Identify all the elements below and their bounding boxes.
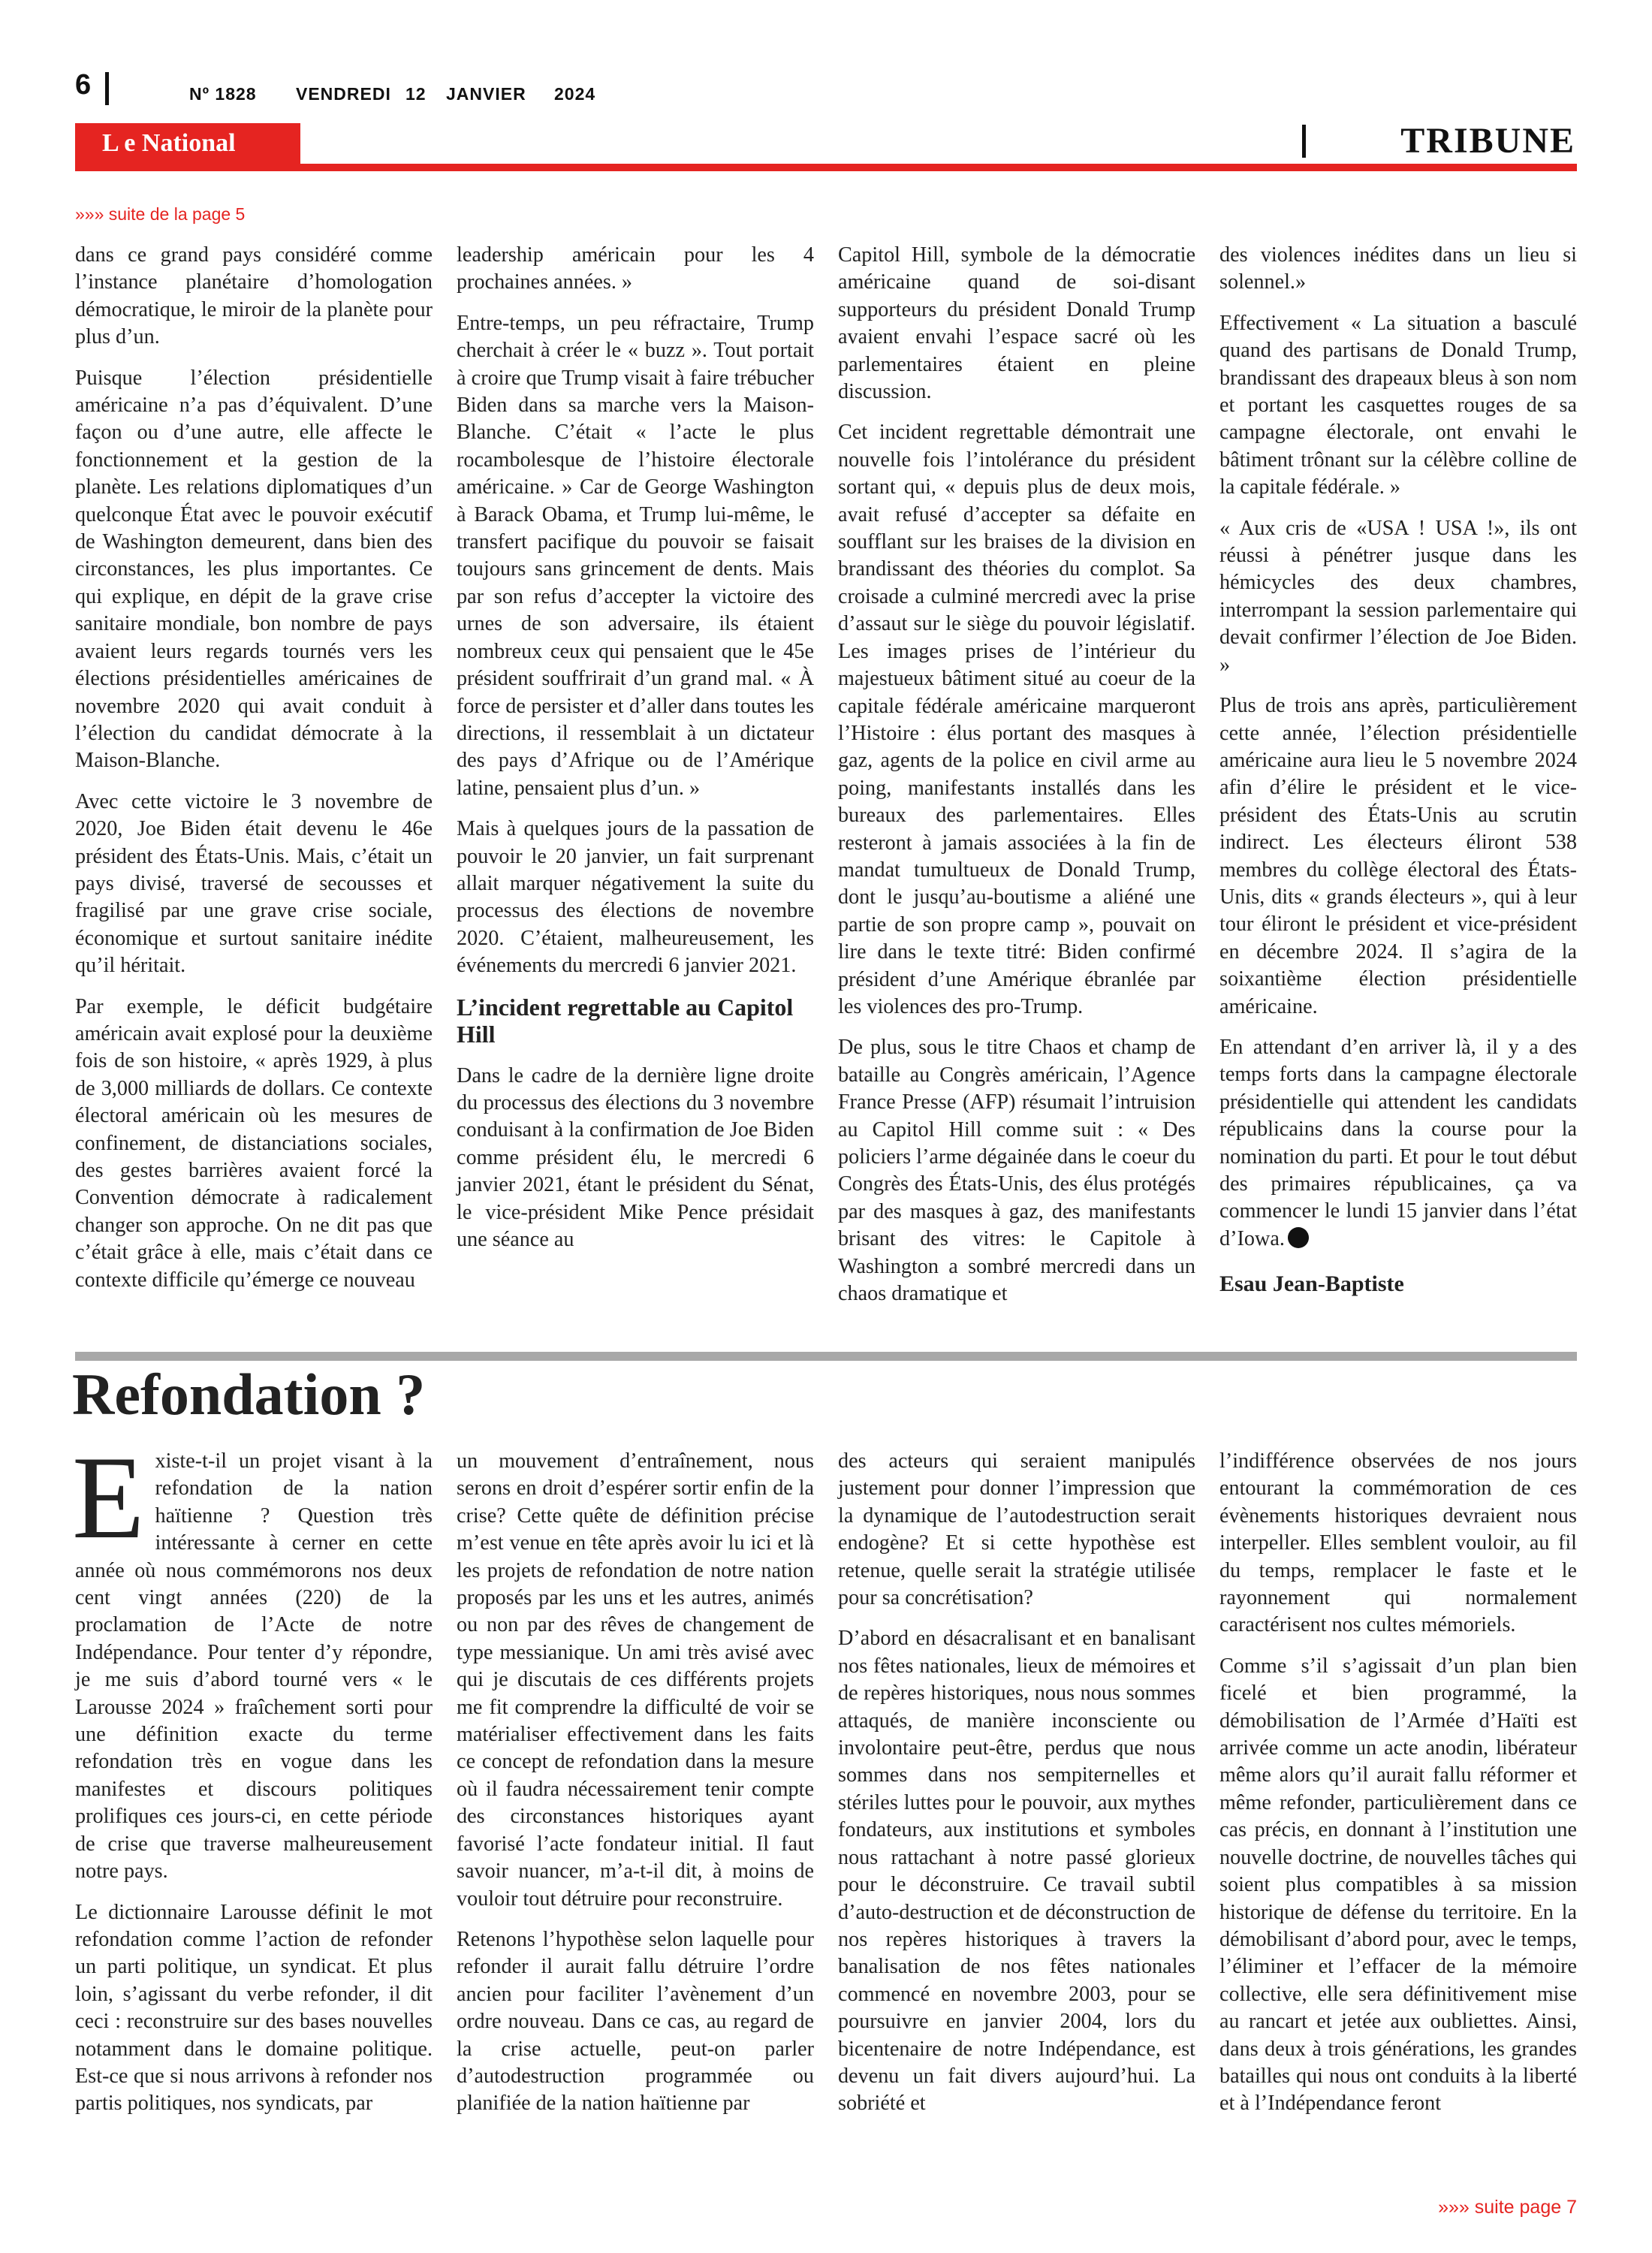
article1-paragraph: Effectivement « La situation a basculé quand des partisans de Donald Trump, brandissant des drapeaux bleus à son nom et portant les casquettes rouges de sa campagne électorale, ont envahi le bâtiment trônant sur la célèbre colline de la capitale fédérale. » [1219, 311, 1577, 499]
drop-cap: E [72, 1432, 145, 1564]
article2-headline: Refondation ? [72, 1362, 426, 1427]
article2-paragraph: D’abord en désacralisant et en banalisant nos fêtes nationales, lieux de mémoires et de repères historiques, nous nous sommes attaqués, de manière inconsciente ou involontaire peut-être, perdus que nous sommes dans nos sempiternelles et stériles luttes pour le pouvoir, aux mythes fondateurs, aux institutions et symboles nous rattachant à notre passé glorieux pour le déconstruire. Ce travail subtil d’auto-destruction et de déconstruction de nos repères historiques à travers la banalisation de nos fêtes nationales commencé en novembre 2003, pour se poursuivre en janvier 2004, lors du bicentenaire de notre Indépendance, est devenu un fait divers aujourd’hui. La sobriété et [838, 1627, 1195, 2116]
article1-paragraph: leadership américain pour les 4 prochaines années. » [457, 243, 814, 294]
article1-paragraph: De plus, sous le titre Chaos et champ de bataille au Congrès américain, l’Agence France Presse (AFP) résumait l’intruision au Capitol Hill comme suit : « Des policiers l’arme dégainée dans le coeur du Congrès des États-Unis, des élus protégés par des masques à gaz, des manifestants brisant des vitres: le Capitole à Washington a sombré mercredi dans un chaos dramatique et [838, 1036, 1195, 1306]
article1-paragraph: Plus de trois ans après, particulièrement cette année, l’élection présidentielle américaine aura lieu le 5 novembre 2024 afin d’élire le président et le vice-président des États-Unis au scrutin indirect. Les électeurs éliront 538 membres du collège électoral des États-Unis, dits « grands électeurs », qui à leur tour éliront le président et vice-président en décembre 2024. Il s’agira de la soixantième élection présidentielle américaine. [1219, 694, 1577, 1018]
issue-month: JANVIER [446, 84, 526, 104]
issue-year: 2024 [554, 84, 596, 104]
article2-paragraph: Comme s’il s’agissait d’un plan bien ficelé et bien programmé, la démobilisation de l’Armée d’Haïti est arrivée comme un acte anodin, libérateur même alors qu’il aurait fallu réformer et même refonder, particulièrement dans ce cas précis, en donnant à l’institution une nouvelle doctrine, de nouvelles tâches qui soient plus compatibles à sa mission historique de défense du territoire. En la démobilisant d’abord pour, avec le temps, l’éliminer et l’effacer de la mémoire collective, elle sera définitivement mise au rancart et jetée aux oubliettes. Ainsi, dans deux à trois générations, les grandes batailles qui nous ont conduits à la liberté et à l’Indépendance feront [1219, 1654, 1577, 2116]
article1-paragraph: Capitol Hill, symbole de la démocratie américaine quand de soi-disant supporteurs du président Donald Trump avaient envahi l’espace sacré où les parlementaires étaient en pleine discussion. [838, 243, 1195, 404]
article2-column-4 [1219, 1448, 1577, 2131]
article2-paragraph: Le dictionnaire Larousse définit le mot refondation comme l’action de refonder un parti politique, un syndicat. Et plus loin, s’agissant du verbe refonder, il dit ceci : reconstruire sur des bases nouvelles notamment dans le domaine politique. Est-ce que si nous arrivons à refonder nos partis politiques, nos syndicats, par [75, 1900, 433, 2116]
author-signature: Esau Jean-Baptiste [1219, 1271, 1404, 1297]
article1-paragraph: Puisque l’élection présidentielle américaine n’a pas d’équivalent. D’une façon ou d’une autre, elle affecte le fonctionnement et la gestion de la planète. Les relations diplomatiques d’un quelconque État avec le pouvoir exécutif de Washington demeurent, dans bien des circonstances, les plus importantes. Ce qui explique, en dépit de la grave crise sanitaire mondiale, bon nombre de pays avaient leurs regards tournés vers les élections présidentielles américaines de novembre 2020 qui avait conduit à l’élection du candidat démocrate à la Maison-Blanche. [75, 366, 433, 773]
article1-paragraph: des violences inédites dans un lieu si solennel.» [1219, 243, 1577, 294]
article2-paragraph: un mouvement d’entraînement, nous serons en droit d’espérer sortir enfin de la crise? Cette quête de définition précise m’est venue en tête après avoir lu ici et là les projets de refondation de notre nation proposés par les uns et les autres, animés ou non par des rêves de changement de type messianique. Un ami très avisé avec qui je discutais de ces différents projets me fit comprendre la difficulté de voir se matérialiser effectivement dans les faits ce concept de refondation dans la mesure où il faudra nécessairement tenir compte des circonstances historiques ayant favorisé l’acte fondateur initial. Il faut savoir nuancer, m’a-t-il dit, à moins de vouloir tout détruire pour reconstruire. [457, 1449, 814, 1911]
continued-to-link[interactable]: »»» suite page 7 [1438, 2197, 1577, 2218]
article1-column-4 [1219, 242, 1577, 1298]
article1-paragraph: Dans le cadre de la dernière ligne droite du processus des élections du 3 novembre conduisant à la confirmation de Joe Biden comme président élu, le mercredi 6 janvier 2021, étant le président du Sénat, le vice-président Mike Pence présidait une séance au [457, 1063, 814, 1251]
article1-paragraph: Mais à quelques jours de la passation de pouvoir le 20 janvier, un fait surprenant allait marquer négativement la suite du processus des élections de novembre 2020. C’étaient, malheureusement, les événements du mercredi 6 janvier 2021. [457, 817, 814, 978]
section-divider [1302, 125, 1306, 158]
article2-column-1 [72, 1432, 433, 2131]
article1-paragraph: dans ce grand pays considéré comme l’instance planétaire d’homologation démocratique, le miroir de la planète pour plus d’un. [75, 243, 433, 349]
article2-column-2 [457, 1448, 814, 2131]
article2-paragraph: des acteurs qui seraient manipulés justement pour donner l’impression que la dynamique de l’autodestruction serait endogène? Et si cette hypothèse est retenue, quelle serait la stratégie utilisée pour sa concrétisation? [838, 1449, 1195, 1610]
article1-column-2 [457, 242, 814, 1267]
article2-paragraph: l’indifférence observées de nos jours entourant la commémoration de ces évènements historiques devraient nous interpeller. Elles semblent vouloir, au fil du temps, remplacer le faste et le rayonnement qui normalement caractérisent nos cultes mémoriels. [1219, 1449, 1577, 1637]
article2-column-3 [838, 1448, 1195, 2131]
issue-date-number: 12 [405, 84, 427, 104]
end-mark-icon [1288, 1227, 1309, 1248]
issue-number: Nº 1828 [189, 84, 257, 104]
article1-paragraph: « Aux cris de «USA ! USA !», ils ont réussi à pénétrer jusque dans les hémicycles des deux chambres, interrompant la session parlementaire qui devait confirmer l’élection de Joe Biden. » [1219, 516, 1577, 677]
article2-paragraph: Retenons l’hypothèse selon laquelle pour refonder il aurait fallu détruire l’ordre ancien pour faciliter l’avènement d’un ordre nouveau. Dans ce cas, au regard de la crise actuelle, peut-on parler d’autodestruction programmée ou planifiée de la nation haïtienne par [457, 1927, 814, 2116]
article1-paragraph: Entre-temps, un peu réfractaire, Trump cherchait à créer le « buzz ». Tout portait à croire que Trump visait à faire trébucher Biden dans sa marche vers la Maison-Blanche. C’était « l’acte le plus rocambolesque de l’histoire électorale américaine. » Car de George Washington à Barack Obama, et Trump lui-même, le transfert pacifique du pouvoir se faisait toujours sans grincement de dents. Mais par son refus d’accepter la victoire des urnes de son adversaire, ils étaient nombreux ceux qui pensaient que le 45e président souffrirait d’un grand mal. « À force de persister et d’aller dans toutes les directions, il ressemblait à un dictateur des pays d’Afrique ou de l’Amérique latine, pensaient plus d’un. » [457, 311, 814, 800]
article1-subheading: L’incident regrettable au Capitol Hill [457, 993, 794, 1048]
page-number: 6 [75, 69, 92, 101]
article1-paragraph: Avec cette victoire le 3 novembre de 2020, Joe Biden était devenu le 46e président des États-Unis. Mais, c’était un pays divisé, traversé de secousses et fragilisé par une grave crise sociale, économique et surtout sanitaire inédite qu’il héritait. [75, 789, 433, 978]
article1-final-paragraph [1219, 1034, 1577, 1253]
brand-logo: L e National [102, 129, 236, 157]
section-title: TRIBUNE [1400, 121, 1575, 161]
issue-day: VENDREDI [296, 84, 391, 104]
article1-paragraph: Cet incident regrettable démontrait une nouvelle fois l’intolérance du président sortant qui, « depuis plus de deux mois, avait refusé d’accepter sa défaite en soufflant sur les braises de la division en brandissant des théories du complot. Sa croisade a culminé mercredi avec la prise d’assaut sur le siège du pouvoir législatif. Les images prises de l’intérieur du majestueux bâtiment situé au coeur de la capitale fédérale américaine marqueront l’Histoire : élus portant des masques à gaz, agents de la police en civil arme au poing, manifestants installés dans les bureaux des parlementaires. Elles resteront à jamais associées à la fin de mandat tumultueux de Donald Trump, dont le jusqu’au-boutisme a aliéné une partie de son propre camp », pouvait on lire dans le texte titré: Biden confirmé président d’une Amérique ébranlée par les violences des pro-Trump. [838, 421, 1195, 1018]
article1-final-text: En attendant d’en arriver là, il y a des temps forts dans la campagne électorale présidentielle qui attendent les candidats républicains dans la course pour la nomination du parti. Et pour le tout début des primaires républicaines, ça va commencer le lundi 15 janvier dans l’état d’Iowa. [1219, 1035, 1577, 1250]
header-rule [75, 164, 1577, 171]
article1-paragraph: Par exemple, le déficit budgétaire américain avait explosé pour la deuxième fois de son histoire, « après 1929, à plus de 3,000 milliards de dollars. Ce contexte électoral américain où les mesures de confinement, de distanciations sociales, des gestes barrières avaient forcé la Convention démocrate à radicalement changer son approche. On ne dit pas que c’était grâce à elle, mais c’était dans ce contexte difficile qu’émerge ce nouveau [75, 994, 433, 1292]
article1-column-3 [838, 242, 1195, 1321]
article-divider [75, 1352, 1577, 1361]
article2-first-text: xiste-t-il un projet visant à la refondation de la nation haïtienne ? Question très intéressante à cerner en cette année où nous commémorons nos deux cent vingt années (220) de la proclamation de l’Acte de notre Indépendance. Pour tenter d’y répondre, je me suis d’abord tourné vers « le Larousse 2024 » fraîchement sorti pour une définition exacte du terme refondation très en vogue dans les manifestes et discours politiques prolifiques ces jours-ci, en cette période de crise que traverse malheureusement notre pays. [75, 1449, 433, 1884]
continued-from-link[interactable]: »»» suite de la page 5 [75, 204, 246, 224]
page-number-divider [105, 72, 109, 105]
article1-column-1 [75, 242, 433, 1307]
article2-first-paragraph [72, 1432, 433, 1886]
